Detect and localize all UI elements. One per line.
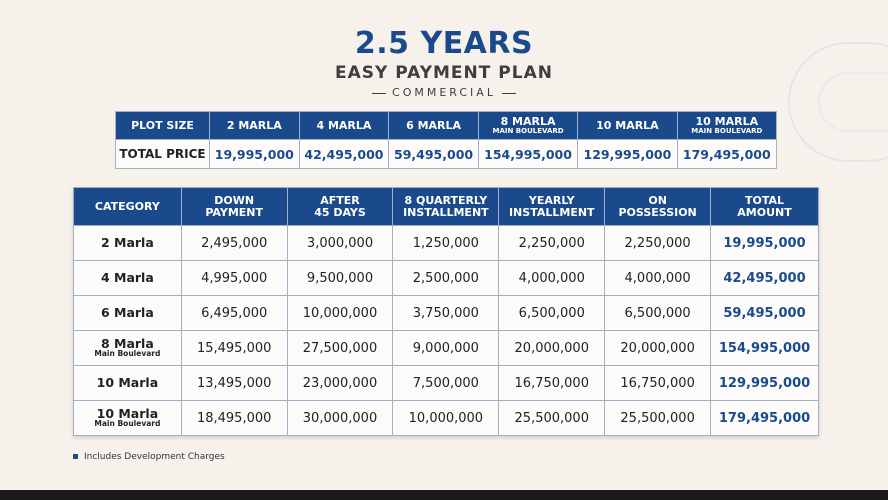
header-text: 8 QUARTERLY — [404, 193, 488, 207]
possession-cell: 20,000,000 — [605, 331, 711, 366]
category-cell — [74, 226, 182, 261]
header-text: INSTALLMENT — [508, 205, 595, 219]
down-payment-cell: 13,495,000 — [181, 366, 287, 401]
total-price-row — [116, 140, 777, 169]
yearly-cell: 16,750,000 — [499, 366, 605, 401]
total-amount-cell: 129,995,000 — [711, 366, 819, 401]
category-text: 10 Marla — [96, 406, 159, 421]
total-price-cell: 179,495,000 — [677, 140, 776, 169]
possession-cell: 6,500,000 — [605, 296, 711, 331]
after-45-days-cell: 3,000,000 — [287, 226, 393, 261]
quarterly-cell: 7,500,000 — [393, 366, 499, 401]
footnote-bullet-icon — [73, 454, 78, 459]
plot-size-text: 4 MARLA — [316, 119, 372, 132]
header-total-amount — [711, 188, 819, 226]
header-on-possession — [605, 188, 711, 226]
total-amount-cell: 42,495,000 — [711, 261, 819, 296]
header-text: TOTAL — [745, 193, 785, 207]
down-payment-cell: 2,495,000 — [181, 226, 287, 261]
header-quarterly — [393, 188, 499, 226]
plot-size-cell — [389, 112, 479, 140]
plot-size-subtext: MAIN BOULEVARD — [492, 127, 564, 135]
category-cell — [74, 296, 182, 331]
plot-size-text: 10 MARLA — [695, 115, 759, 128]
total-amount-cell: 154,995,000 — [711, 331, 819, 366]
total-price-cell: 42,495,000 — [299, 140, 389, 169]
possession-cell: 4,000,000 — [605, 261, 711, 296]
after-45-days-cell: 9,500,000 — [287, 261, 393, 296]
header-text: YEARLY — [528, 193, 575, 207]
header-yearly — [499, 188, 605, 226]
plot-size-cell — [299, 112, 389, 140]
header-down-payment — [181, 188, 287, 226]
dash-left — [372, 93, 386, 94]
tagline-text: COMMERCIAL — [392, 86, 496, 99]
category-text: 6 Marla — [100, 305, 154, 320]
after-45-days-cell: 27,500,000 — [287, 331, 393, 366]
table-row — [74, 331, 819, 366]
category-text: 2 Marla — [100, 235, 154, 250]
quarterly-cell: 3,750,000 — [393, 296, 499, 331]
yearly-cell: 25,500,000 — [499, 401, 605, 436]
category-text: 8 Marla — [100, 336, 154, 351]
category-cell — [74, 331, 182, 366]
category-subtext: Main Boulevard — [94, 419, 161, 428]
dash-right — [502, 93, 516, 94]
total-price-label: TOTAL PRICE — [116, 140, 210, 169]
total-price-cell: 154,995,000 — [478, 140, 577, 169]
table-row — [74, 226, 819, 261]
header-text: ON — [648, 193, 667, 207]
category-cell — [74, 261, 182, 296]
header-text: 45 DAYS — [314, 205, 366, 219]
plot-size-text: 10 MARLA — [596, 119, 659, 132]
category-cell — [74, 366, 182, 401]
yearly-cell: 2,250,000 — [499, 226, 605, 261]
total-amount-cell: 179,495,000 — [711, 401, 819, 436]
header-text: PAYMENT — [205, 205, 263, 219]
plot-size-cell — [677, 112, 776, 140]
after-45-days-cell: 23,000,000 — [287, 366, 393, 401]
schedule-header-row — [74, 188, 819, 226]
down-payment-cell: 15,495,000 — [181, 331, 287, 366]
possession-cell: 25,500,000 — [605, 401, 711, 436]
footnote-text: Includes Development Charges — [84, 452, 225, 462]
footnote — [73, 452, 225, 462]
total-amount-cell: 19,995,000 — [711, 226, 819, 261]
header-text: DOWN — [214, 193, 255, 207]
category-text: 10 Marla — [96, 375, 159, 390]
down-payment-cell: 4,995,000 — [181, 261, 287, 296]
plot-size-row — [116, 112, 777, 140]
yearly-cell: 4,000,000 — [499, 261, 605, 296]
header-category — [74, 188, 182, 226]
total-price-cell: 59,495,000 — [389, 140, 479, 169]
plot-size-cell — [210, 112, 300, 140]
after-45-days-cell: 30,000,000 — [287, 401, 393, 436]
header-text: AMOUNT — [737, 205, 792, 219]
plot-size-cell — [578, 112, 677, 140]
total-price-cell: 19,995,000 — [210, 140, 300, 169]
yearly-cell: 20,000,000 — [499, 331, 605, 366]
plot-size-cell — [478, 112, 577, 140]
quarterly-cell: 10,000,000 — [393, 401, 499, 436]
quarterly-cell: 9,000,000 — [393, 331, 499, 366]
page-tagline — [0, 86, 888, 99]
down-payment-cell: 18,495,000 — [181, 401, 287, 436]
plot-price-table — [115, 111, 777, 169]
category-cell — [74, 401, 182, 436]
table-row — [74, 261, 819, 296]
header-text: INSTALLMENT — [403, 205, 489, 219]
down-payment-cell: 6,495,000 — [181, 296, 287, 331]
yearly-cell: 6,500,000 — [499, 296, 605, 331]
table-row — [74, 366, 819, 401]
header-text: CATEGORY — [94, 199, 160, 213]
table-row — [74, 401, 819, 436]
category-text: 4 Marla — [100, 270, 154, 285]
quarterly-cell: 1,250,000 — [393, 226, 499, 261]
plot-size-text: 8 MARLA — [500, 115, 556, 128]
total-price-cell: 129,995,000 — [578, 140, 677, 169]
page-title: 2.5 YEARS — [354, 26, 534, 61]
payment-schedule-table — [73, 187, 819, 436]
plot-size-subtext: MAIN BOULEVARD — [691, 127, 763, 135]
quarterly-cell: 2,500,000 — [393, 261, 499, 296]
after-45-days-cell: 10,000,000 — [287, 296, 393, 331]
plot-size-text: 2 MARLA — [226, 119, 282, 132]
possession-cell: 16,750,000 — [605, 366, 711, 401]
table-row — [74, 296, 819, 331]
page-subtitle: EASY PAYMENT PLAN — [335, 63, 553, 83]
total-amount-cell: 59,495,000 — [711, 296, 819, 331]
header-text: AFTER — [320, 193, 360, 207]
category-subtext: Main Boulevard — [94, 349, 161, 358]
header-text: POSSESSION — [618, 205, 697, 219]
possession-cell: 2,250,000 — [605, 226, 711, 261]
plot-size-text: 6 MARLA — [406, 119, 462, 132]
header-after-45-days — [287, 188, 393, 226]
plot-size-label: PLOT SIZE — [116, 112, 210, 140]
